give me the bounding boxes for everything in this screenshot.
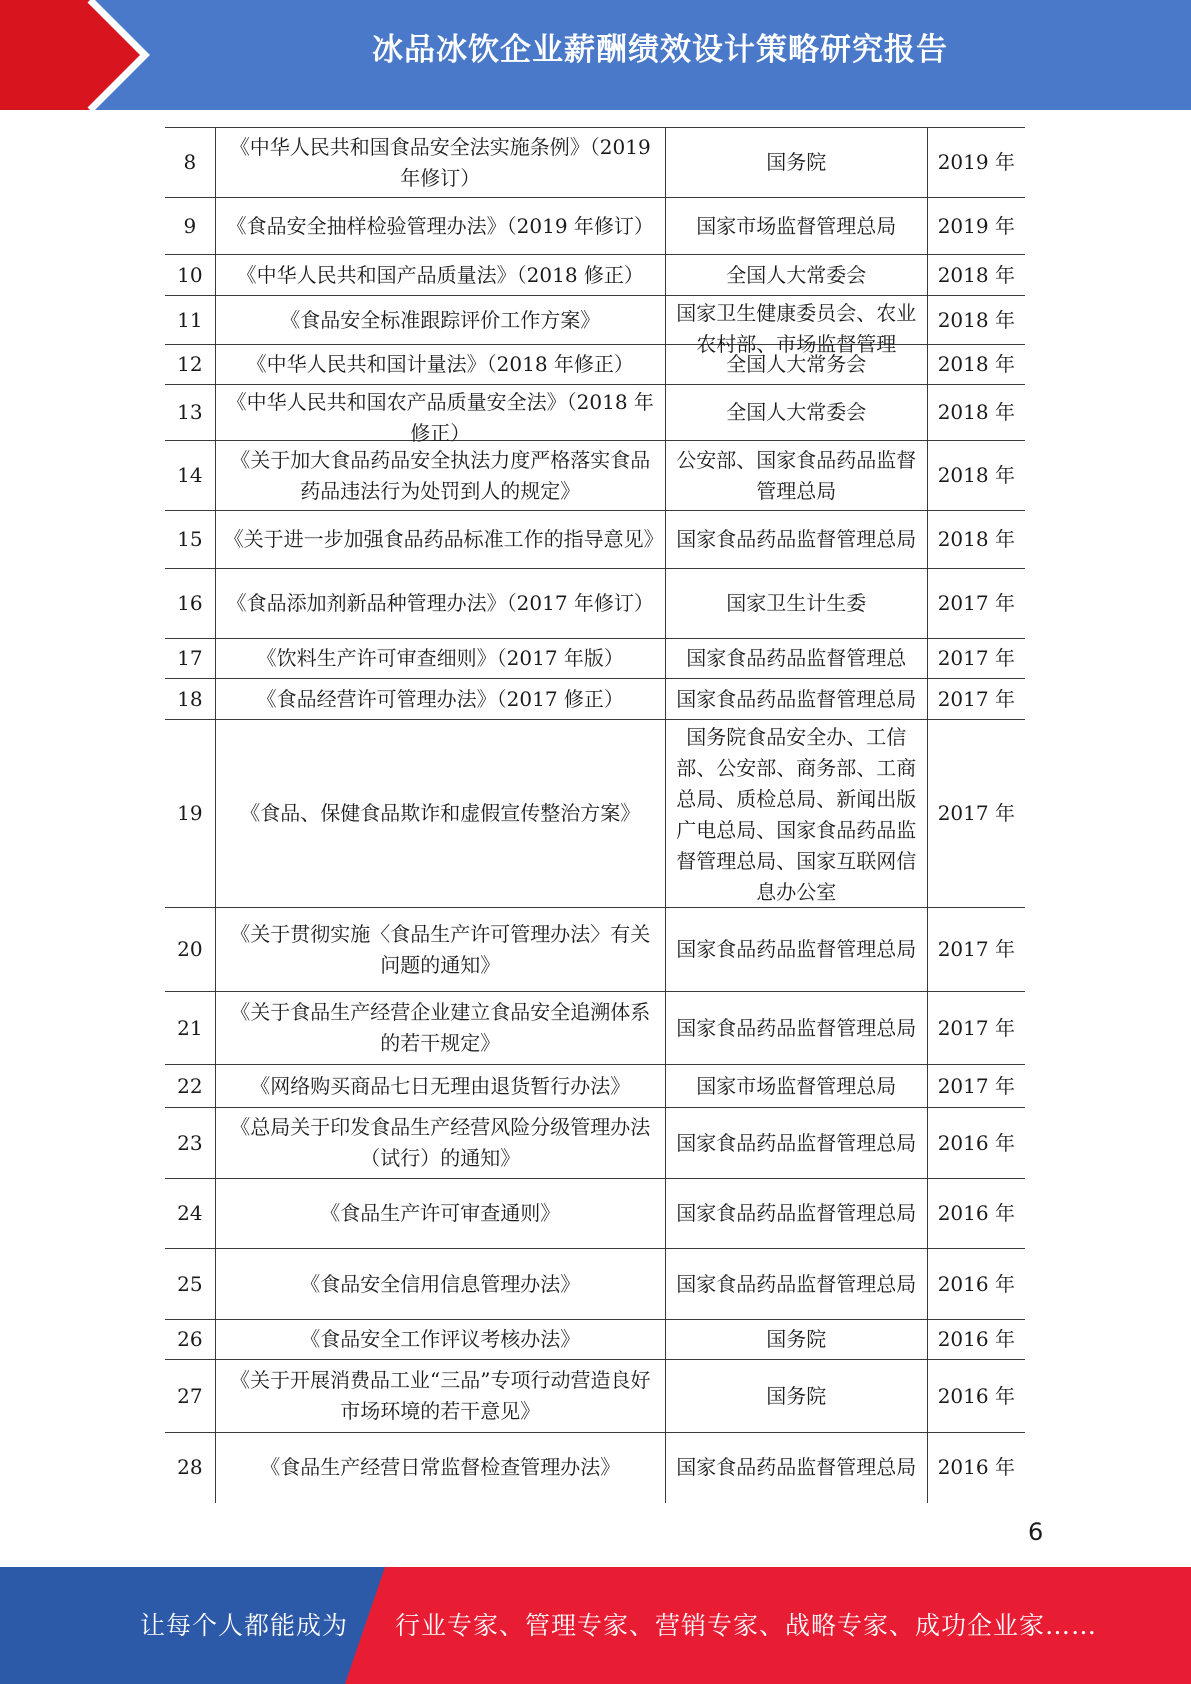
issuing-authority: 国务院 (766, 1327, 827, 1351)
table-row (165, 1320, 1025, 1360)
issue-year-cell (927, 345, 1025, 385)
row-number: 20 (177, 937, 203, 961)
issuing-authority: 国家食品药品监督管理总局 (676, 937, 917, 961)
row-number-cell (165, 345, 215, 385)
table-row (165, 1108, 1025, 1179)
regulation-title: 《关于加大食品药品安全执法力度严格落实食品药品违法行为处罚到人的规定》 (230, 447, 651, 503)
issuing-authority: 国务院 (766, 1383, 827, 1408)
regulation-title-cell (215, 639, 665, 679)
issue-year: 2017 年 (937, 591, 1015, 615)
issuing-authority-cell (665, 1249, 927, 1320)
issuing-authority-cell (665, 1320, 927, 1360)
issuing-authority: 国家食品药品监督管理总局 (676, 527, 917, 551)
row-number: 12 (177, 352, 203, 376)
row-number: 19 (177, 801, 203, 825)
issuing-authority-cell (665, 908, 927, 992)
regulation-title: 《食品安全工作评议考核办法》 (300, 1327, 581, 1351)
issue-year-cell (927, 296, 1025, 345)
regulation-title: 《食品添加剂新品种管理办法》（2017 年修订） (226, 591, 654, 615)
issuing-authority: 国家食品药品监督管理总局 (676, 686, 917, 711)
issue-year-cell (927, 720, 1025, 908)
row-number: 11 (177, 307, 203, 332)
issue-year: 2018 年 (937, 262, 1015, 287)
row-number: 18 (177, 686, 203, 711)
issue-year-cell (927, 1108, 1025, 1179)
row-number: 17 (177, 646, 203, 670)
issue-year: 2018 年 (937, 400, 1015, 424)
table-row (165, 1433, 1025, 1503)
issuing-authority-cell (665, 296, 927, 356)
row-number: 13 (177, 400, 203, 424)
issuing-authority: 国家食品药品监督管理总局 (676, 1130, 917, 1155)
regulation-title-cell (215, 1249, 665, 1320)
issuing-authority-cell (665, 1065, 927, 1108)
issuing-authority-cell (665, 720, 927, 908)
issuing-authority: 国家卫生计生委 (726, 591, 867, 615)
regulation-title: 《食品生产许可审查通则》 (320, 1201, 561, 1225)
issue-year: 2019 年 (937, 213, 1015, 238)
issuing-authority: 国家食品药品监督管理总 (686, 646, 907, 670)
table-row (165, 720, 1025, 908)
issue-year: 2018 年 (937, 527, 1015, 551)
issue-year-cell (927, 385, 1025, 441)
issue-year-cell (927, 1249, 1025, 1320)
table-row (165, 128, 1025, 198)
row-number-cell (165, 679, 215, 720)
issuing-authority-cell (665, 128, 927, 198)
table-row (165, 296, 1025, 345)
table-row (165, 1065, 1025, 1108)
regulation-title-cell (215, 569, 665, 639)
issue-year: 2016 年 (937, 1327, 1015, 1351)
row-number: 9 (183, 213, 197, 238)
regulation-title-cell (215, 255, 665, 296)
issue-year-cell (927, 1433, 1025, 1503)
issue-year: 2019 年 (937, 150, 1015, 174)
issue-year: 2017 年 (937, 937, 1015, 961)
row-number-cell (165, 908, 215, 992)
issuing-authority: 国务院 (766, 150, 827, 174)
issue-year: 2016 年 (937, 1455, 1015, 1480)
regulation-title-cell (215, 198, 665, 255)
regulation-title: 《食品经营许可管理办法》（2017 修正） (256, 686, 624, 711)
issuing-authority-cell (665, 1108, 927, 1179)
issuing-authority: 国家食品药品监督管理总局 (676, 1455, 917, 1480)
row-number-cell (165, 385, 215, 441)
issue-year-cell (927, 569, 1025, 639)
table-row (165, 992, 1025, 1065)
regulation-title-cell (215, 1360, 665, 1433)
issue-year: 2018 年 (937, 307, 1015, 332)
issuing-authority-cell (665, 992, 927, 1065)
issue-year-cell (927, 511, 1025, 569)
regulation-title: 《中华人民共和国食品安全法实施条例》（2019 年修订） (229, 134, 651, 190)
issue-year-cell (927, 1360, 1025, 1433)
row-number-cell (165, 296, 215, 345)
regulation-title-cell (215, 511, 665, 569)
issuing-authority: 全国人大常委会 (726, 400, 867, 424)
regulation-title: 《中华人民共和国产品质量法》（2018 修正） (236, 262, 644, 287)
issue-year: 2016 年 (937, 1201, 1015, 1225)
issue-year: 2017 年 (937, 686, 1015, 711)
row-number-cell (165, 1108, 215, 1179)
regulation-title-cell (215, 441, 665, 511)
row-number: 21 (177, 1015, 203, 1040)
regulation-title: 《中华人民共和国农产品质量安全法》（2018 年修正） (226, 390, 654, 445)
regulation-title: 《食品安全标准跟踪评价工作方案》 (280, 307, 601, 332)
footer-slogan-right: 行业专家、管理专家、营销专家、战略专家、成功企业家…… (395, 1611, 1098, 1640)
issue-year-cell (927, 198, 1025, 255)
regulation-title: 《食品安全信用信息管理办法》 (300, 1271, 581, 1296)
row-number-cell (165, 441, 215, 511)
row-number-cell (165, 1320, 215, 1360)
page-footer (0, 1567, 1191, 1684)
row-number-cell (165, 128, 215, 198)
row-number-cell (165, 1433, 215, 1503)
issuing-authority: 公安部、国家食品药品监督管理总局 (676, 447, 917, 503)
issuing-authority: 国家食品药品监督管理总局 (676, 1271, 917, 1296)
regulation-title-cell (215, 1433, 665, 1503)
issuing-authority: 国家卫生健康委员会、农业农村部、市场监督管理 (676, 301, 917, 356)
regulation-title-cell (215, 345, 665, 385)
regulation-title-cell (215, 1179, 665, 1249)
regulation-title: 《食品、保健食品欺诈和虚假宣传整治方案》 (240, 801, 641, 825)
row-number-cell (165, 255, 215, 296)
issue-year-cell (927, 1179, 1025, 1249)
regulation-title: 《关于进一步加强食品药品标准工作的指导意见》 (223, 527, 664, 551)
regulation-title-cell (215, 385, 665, 445)
table-row (165, 639, 1025, 679)
issuing-authority: 国家市场监督管理总局 (696, 213, 897, 238)
issuing-authority: 全国人大常委会 (726, 262, 867, 287)
regulation-title-cell (215, 1065, 665, 1108)
row-number-cell (165, 639, 215, 679)
issue-year: 2017 年 (937, 646, 1015, 670)
issuing-authority-cell (665, 198, 927, 255)
table-row (165, 679, 1025, 720)
page-header (0, 0, 1191, 110)
table-row (165, 1249, 1025, 1320)
issuing-authority-cell (665, 679, 927, 720)
row-number-cell (165, 511, 215, 569)
regulation-title: 《食品安全抽样检验管理办法》（2019 年修订） (226, 213, 654, 238)
report-title: 冰品冰饮企业薪酬绩效设计策略研究报告 (372, 32, 948, 68)
row-number-cell (165, 569, 215, 639)
regulation-title-cell (215, 908, 665, 992)
table-row (165, 569, 1025, 639)
issuing-authority-cell (665, 441, 927, 511)
issue-year-cell (927, 992, 1025, 1065)
regulation-title-cell (215, 1108, 665, 1179)
regulation-title: 《网络购买商品七日无理由退货暂行办法》 (250, 1073, 631, 1098)
issue-year-cell (927, 908, 1025, 992)
row-number: 14 (177, 463, 203, 487)
issuing-authority: 全国人大常务会 (726, 352, 867, 376)
regulations-table (165, 127, 1025, 1503)
row-number: 25 (177, 1271, 203, 1296)
row-number: 27 (177, 1383, 203, 1408)
row-number: 8 (183, 150, 197, 174)
issue-year: 2018 年 (937, 352, 1015, 376)
issuing-authority-cell (665, 511, 927, 569)
row-number-cell (165, 720, 215, 908)
issue-year-cell (927, 679, 1025, 720)
row-number: 28 (177, 1455, 203, 1480)
issue-year: 2016 年 (937, 1130, 1015, 1155)
issue-year: 2017 年 (937, 1015, 1015, 1040)
regulation-title: 《总局关于印发食品生产经营风险分级管理办法（试行）的通知》 (230, 1115, 651, 1170)
row-number: 10 (177, 262, 203, 287)
row-number: 24 (177, 1201, 203, 1225)
issuing-authority-cell (665, 639, 927, 679)
issuing-authority-cell (665, 569, 927, 639)
issue-year-cell (927, 128, 1025, 198)
regulation-title-cell (215, 679, 665, 720)
issue-year: 2018 年 (937, 463, 1015, 487)
row-number: 26 (177, 1327, 203, 1351)
regulation-title: 《饮料生产许可审查细则》（2017 年版） (256, 646, 624, 670)
table-row (165, 255, 1025, 296)
issuing-authority-cell (665, 385, 927, 441)
issue-year-cell (927, 255, 1025, 296)
page-number: 6 (1028, 1518, 1044, 1546)
issuing-authority-cell (665, 1360, 927, 1433)
row-number-cell (165, 992, 215, 1065)
regulation-title: 《食品生产经营日常监督检查管理办法》 (260, 1455, 621, 1480)
row-number: 16 (177, 591, 203, 615)
table-row (165, 198, 1025, 255)
issuing-authority-cell (665, 255, 927, 296)
table-row (165, 908, 1025, 992)
regulation-title: 《关于食品生产经营企业建立食品安全追溯体系的若干规定》 (230, 1000, 651, 1055)
row-number-cell (165, 1179, 215, 1249)
issue-year: 2017 年 (937, 1073, 1015, 1098)
issuing-authority-cell (665, 1433, 927, 1503)
table-row (165, 385, 1025, 441)
issue-year-cell (927, 1065, 1025, 1108)
issuing-authority-cell (665, 1179, 927, 1249)
issuing-authority: 国家食品药品监督管理总局 (676, 1015, 917, 1040)
regulation-title-cell (215, 720, 665, 908)
table-row (165, 511, 1025, 569)
row-number-cell (165, 1360, 215, 1433)
table-row (165, 1360, 1025, 1433)
row-number: 22 (177, 1073, 203, 1098)
footer-slogan-left: 让每个人都能成为 (140, 1611, 349, 1640)
regulation-title-cell (215, 1320, 665, 1360)
regulation-title: 《关于贯彻实施〈食品生产许可管理办法〉有关问题的通知》 (230, 921, 651, 977)
issue-year-cell (927, 441, 1025, 511)
regulation-title-cell (215, 296, 665, 345)
issuing-authority: 国务院食品安全办、工信部、公安部、商务部、工商总局、质检总局、新闻出版广电总局、国家食品药品监督管理总局、国家互联网信息办公室 (676, 725, 917, 904)
row-number-cell (165, 198, 215, 255)
regulation-title-cell (215, 992, 665, 1065)
issue-year: 2016 年 (937, 1383, 1015, 1408)
issuing-authority: 国家市场监督管理总局 (696, 1073, 897, 1098)
issuing-authority: 国家食品药品监督管理总局 (676, 1201, 917, 1225)
table-row (165, 1179, 1025, 1249)
issue-year-cell (927, 639, 1025, 679)
chevron-decoration-icon (0, 0, 160, 110)
row-number-cell (165, 1065, 215, 1108)
table-row (165, 441, 1025, 511)
issue-year: 2016 年 (937, 1271, 1015, 1296)
regulation-title: 《关于开展消费品工业“三品”专项行动营造良好市场环境的若干意见》 (230, 1368, 651, 1423)
issue-year-cell (927, 1320, 1025, 1360)
issue-year: 2017 年 (937, 801, 1015, 825)
regulation-title-cell (215, 128, 665, 198)
row-number-cell (165, 1249, 215, 1320)
row-number: 15 (177, 527, 203, 551)
regulation-title: 《中华人民共和国计量法》（2018 年修正） (246, 352, 634, 376)
row-number: 23 (177, 1130, 203, 1155)
